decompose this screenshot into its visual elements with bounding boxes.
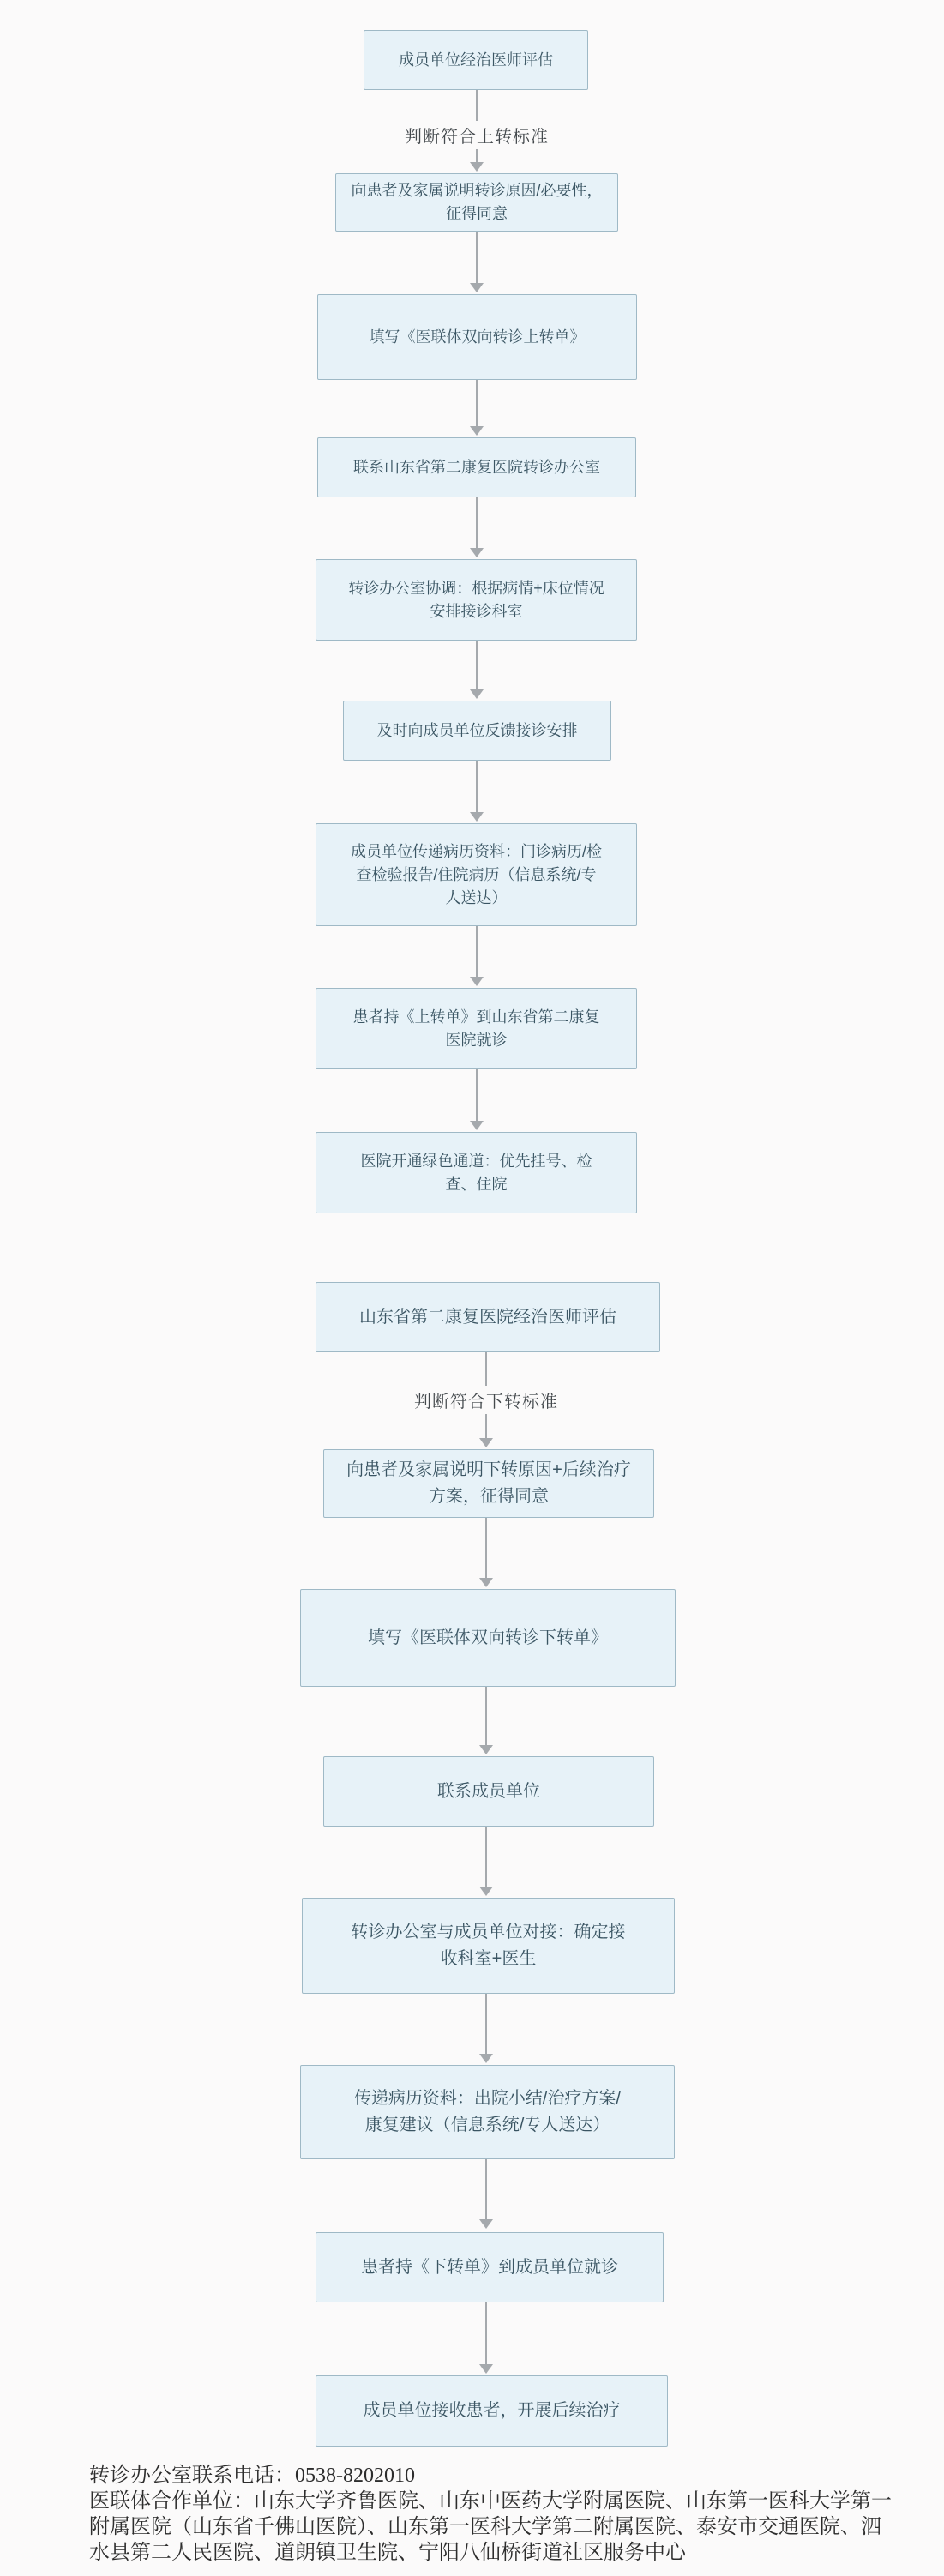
footer-phone-line: 转诊办公室联系电话：0538-8202010 (89, 2465, 415, 2487)
down-step-office-docking: 转诊办公室与成员单位对接：确定接收科室+医生 (302, 1898, 675, 1994)
footer-partners-line: 医联体合作单位：山东大学齐鲁医院、山东中医药大学附属医院、山东第一医科大学第一 (89, 2490, 892, 2513)
down-step-fill-referral-form: 填写《医联体双向转诊下转单》 (300, 1589, 676, 1687)
down-step-contact-member-unit: 联系成员单位 (323, 1756, 654, 1827)
down-arrow-icon (476, 1069, 478, 1122)
down-arrow-icon (485, 1518, 487, 1579)
up-step-transfer-records: 成员单位传递病历资料：门诊病历/检查检验报告/住院病历（信息系统/专人送达） (316, 823, 637, 926)
down-arrow-icon (476, 497, 478, 549)
down-step-transfer-records: 传递病历资料：出院小结/治疗方案/康复建议（信息系统/专人送达） (300, 2065, 675, 2159)
down-arrow-icon (485, 1994, 487, 2055)
down-arrow-icon (485, 1827, 487, 1887)
down-arrow-icon (485, 1687, 487, 1746)
down-arrow-icon (476, 761, 478, 813)
down-step-hospital-doctor-evaluation: 山东省第二康复医院经治医师评估 (316, 1282, 660, 1352)
up-step-fill-referral-form: 填写《医联体双向转诊上转单》 (317, 294, 637, 380)
footer-partners-line: 水县第二人民医院、道朗镇卫生院、宁阳八仙桥街道社区服务中心 (89, 2542, 686, 2564)
up-step-feedback-arrangement: 及时向成员单位反馈接诊安排 (343, 701, 611, 761)
up-step-office-coordinate: 转诊办公室协调：根据病情+床位情况安排接诊科室 (316, 559, 637, 641)
footer-contact-info (89, 2463, 912, 2566)
down-step-patient-visit-member-unit: 患者持《下转单》到成员单位就诊 (316, 2232, 664, 2302)
down-step-receive-patient: 成员单位接收患者，开展后续治疗 (316, 2375, 668, 2447)
down-arrow-icon (476, 641, 478, 690)
up-step-contact-referral-office: 联系山东省第二康复医院转诊办公室 (317, 437, 636, 497)
down-arrow-icon (476, 232, 478, 284)
down-arrow-icon (485, 2159, 487, 2220)
up-step-explain-reason: 向患者及家属说明转诊原因/必要性，征得同意 (335, 173, 618, 232)
footer-partners-line: 附属医院（山东省千佛山医院）、山东第一医科大学第二附属医院、泰安市交通医院、泗 (89, 2516, 881, 2538)
up-decision-label: 判断符合上转标准 (348, 121, 605, 149)
down-arrow-icon (485, 2302, 487, 2365)
down-arrow-icon (476, 926, 478, 978)
up-step-member-doctor-evaluation: 成员单位经治医师评估 (364, 30, 588, 90)
down-decision-label: 判断符合下转标准 (358, 1386, 615, 1414)
down-step-explain-reason: 向患者及家属说明下转原因+后续治疗方案，征得同意 (323, 1449, 654, 1518)
up-step-green-channel: 医院开通绿色通道：优先挂号、检查、住院 (316, 1132, 637, 1213)
up-step-patient-visit-hospital: 患者持《上转单》到山东省第二康复医院就诊 (316, 988, 637, 1069)
down-arrow-icon (476, 380, 478, 427)
